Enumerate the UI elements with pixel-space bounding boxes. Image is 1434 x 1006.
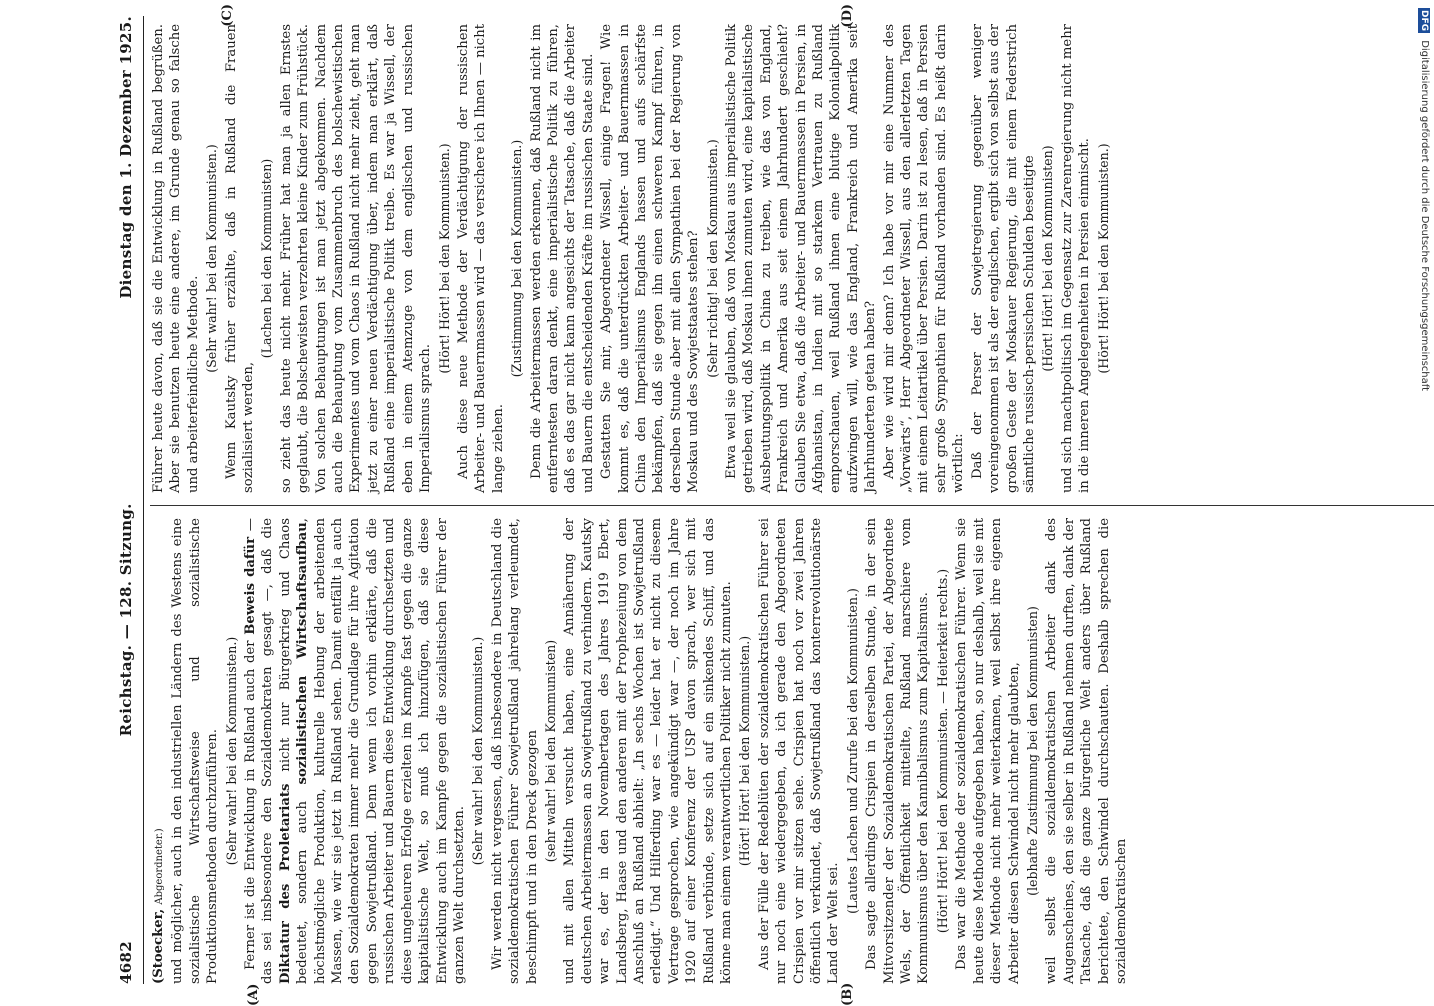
session-date: Dienstag den 1. Dezember 1925.	[117, 16, 135, 299]
speaker-role: Abgeordneter.)	[154, 828, 165, 905]
interjection: (Lachen bei den Kommunisten)	[259, 158, 275, 359]
paragraph: Auch diese neue Methode der Verdächtigung der russischen Arbeiter- und Bauernmassen wird — das versichere ich Ihnen — nicht lange ziehen.	[455, 24, 506, 493]
page-header	[117, 16, 144, 984]
interjection: (Hört! Hört! bei den Kommunisten.)	[1095, 143, 1111, 374]
quotation: und sich machtpolitisch im Gegensatz zur Zarenregierung nicht mehr in die inneren Angelegenheiten in Persien einmischt.	[1059, 24, 1093, 493]
interjection: (sehr wahr! bei den Kommunisten)	[542, 639, 558, 863]
left-column	[150, 506, 1434, 1006]
margin-marker-d: (D)	[840, 4, 855, 28]
dfg-logo: DFG	[1419, 10, 1429, 32]
interjection: (Sehr wahr! bei den Kommunisten.)	[223, 636, 239, 866]
text-columns	[150, 4, 1434, 1006]
interjection: (Hört! Hört! bei den Kommunisten)	[1040, 145, 1056, 372]
paragraph: Aus der Fülle der Redeblüten der sozialdemokratischen Führer sei nur noch eine wiedergegeben, da ich gerade den Abgeordneten Crispien vor mir sitzen sehe. Crispien hat noch vor zwei Jahren öffentlich verkündet, daß Sowjetrußland das konterrevolutionärste Land der Welt sei.	[756, 518, 842, 984]
paragraph: Denn die Arbeitermassen werden erkennen, daß Rußland nicht im entferntesten daran denkt, eine imperialistische Politik zu führen, daß es das gar nicht kann angesichts der Tatsache, daß die Arbeiter und Bauern die entscheidenden Kräfte im russischen Staate sind.	[528, 24, 596, 493]
paragraph: und möglicher, auch in den industriellen Ländern des Westens eine sozialistische Wirtschaftsweise und sozialistische Produktionsmethoden durchzuführen.	[170, 518, 221, 984]
paragraph: so zieht das heute nicht mehr. Früher hat man ja allen Ernstes geglaubt, die Bolschewisten verzehrten kleine Kinder zum Frühstück. Von solchen Behauptungen ist man jetzt abgekommen. Nachdem auch die Behauptung vom Zusammenbruch des bolschewistischen Experimentes und vom Chaos in Rußland nicht mehr zieht, geht man jetzt zu einer neuen Verdächtigung über, indem man erklärt, daß Rußland eine imperialistische Politik treibe. Es war ja Wissell, der eben in einem Atemzuge von dem englischen und russischen Imperialismus sprach.	[278, 24, 434, 493]
paragraph: Gestatten Sie mir, Abgeordneter Wissell, einige Fragen! Wie kommt es, daß die unterdrückten Arbeiter- und Bauernmassen in China den Imperialismus Englands hassen und aufs schärfste bekämpfen, daß sie gegen ihn einen schweren Kampf führen, in derselben Stunde aber mit allen Sympathien bei der Regierung von Moskau und des Sowjetstaates stehen?	[599, 24, 702, 493]
quotation: Daß der Perser der Sowjetregierung gegenüber weniger voreingenommen ist als der englischen, ergibt sich von selbst aus der großen Geste der Moskauer Regierung, die mit einem Federstrich sämtliche russisch-persischen Schulden beseitigte	[969, 24, 1037, 493]
interjection: (Zustimmung bei den Kommunisten.)	[509, 139, 525, 378]
interjection: (Sehr richtig! bei den Kommunisten.)	[704, 139, 720, 378]
interjection: (Sehr wahr! bei den Kommunisten.)	[470, 636, 486, 866]
paragraph: Aber wie wird mir denn? Ich habe vor mir eine Nummer des „Vorwärts“, Herr Abgeordneter Wissell, aus den allerletzten Tagen mit einem Leitartikel über Persien. Darin ist zu lesen, daß in Persien sehr große Sympathien für Rußland vorhanden sind. Es heißt darin wörtlich:	[881, 24, 967, 493]
paragraph: Das sagte allerdings Crispien in derselben Stunde, in der sein Mitvorsitzender der Sozialdemokratischen Partei, der Abgeordnete Wels, der Öffentlichkeit mitteilte, Rußland marschiere vom Kommunismus über den Kannibalismus zum Kapitalismus.	[864, 518, 932, 984]
page-number: 4682	[117, 941, 135, 984]
paragraph: Wenn Kautsky früher erzählte, daß in Rußland die Frauen sozialisiert werden,	[223, 24, 257, 493]
paragraph: Führer heute davon, daß sie die Entwicklung in Rußland begrüßen. Aber sie benutzen heute eine andere, im Grunde genau so falsche und arbeiterfeindliche Methode.	[151, 24, 201, 493]
speaker-line	[150, 518, 168, 984]
paragraph: Ferner ist die Entwicklung in Rußland auch der Beweis dafür — das sei insbesondere den Sozialdemokraten gesagt —, daß die Diktatur des Proletariats nicht nur Bürgerkrieg und Chaos bedeutet, sondern auch sozialistischen Wirtschaftsaufbau, höchstmögliche Produktion, kulturelle Hebung der arbeitenden Massen, wie wir sie jetzt in Rußland sehen. Damit entfällt ja auch den Sozialdemokraten immer mehr die Grundlage für ihre Agitation gegen Sowjetrußland. Denn wenn ich vorhin erklärte, daß die russischen Arbeiter und Bauern diese Entwicklung durchsetzten und diese ungeheuren Erfolge erzielten im Kampfe fast gegen die ganze kapitalistische Welt, so muß ich hinzufügen, daß sie diese Entwicklung auch im Kampfe gegen die sozialistischen Führer der ganzen Welt durchsetzten.	[243, 518, 467, 984]
interjection: (Hört! Hört! bei den Kommunisten.)	[436, 143, 452, 374]
credit-text: Digitalisierung gefördert durch die Deutsche Forschungsgemeinschaft	[1419, 40, 1430, 392]
session-title: Reichstag. — 128. Sitzung.	[117, 503, 135, 737]
margin-marker-b: (B)	[840, 982, 855, 1006]
margin-marker-c: (C)	[220, 4, 235, 27]
interjection: (Hört! Hört! bei den Kommunisten. — Heiterkeit rechts.)	[934, 568, 950, 934]
rotated-newspaper-page	[117, 4, 1434, 1006]
speaker-name: (Stoecker,	[151, 908, 166, 984]
margin-marker-a: (A)	[246, 983, 261, 1006]
paragraph: und mit allen Mitteln versucht haben, eine Annäherung der deutschen Arbeitermassen an Sowjetrußland zu verhindern. Kautsky war es, der in den Novembertagen des Jahres 1919 Ebert, Landsberg, Haase und den anderen mit der Prophezeiung von dem Anschluß an Rußland abhielt: „In sechs Wochen ist Sowjetrußland erledigt.“ Und Hilferding war es — leider hat er nicht zu diesem Vertrage gesprochen, wie angekündigt war —, der noch im Jahre 1920 auf einer Konferenz der USP davon sprach, wer sich mit Rußland verbünde, setze sich auf ein sinkendes Schiff, und das könne man einem verantwortlichen Politiker nicht zumuten.	[562, 518, 734, 984]
paragraph: weil selbst die sozialdemokratischen Arbeiter dank des Augenscheines, den sie selber in Rußland nehmen durften, dank der Tatsache, daß die ganze bürgerliche Welt anders über Rußland berichtete, den Schwindel durchschauten. Deshalb sprechen die sozialdemokratischen	[1044, 518, 1129, 984]
paragraph: Wir werden nicht vergessen, daß insbesondere in Deutschland die sozialdemokratischen Führer Sowjetrußland jahrelang verleumdet, beschimpft und in den Dreck gezogen	[489, 518, 540, 984]
interjection: (lebhafte Zustimmung bei den Kommunisten)	[1024, 606, 1040, 896]
digitization-credit	[1418, 8, 1430, 391]
interjection: (Hört! Hört! bei den Kommunisten.)	[737, 635, 753, 867]
paragraph: Das war die Methode der sozialdemokratischen Führer. Wenn sie heute diese Methode aufgegeben haben, so nur deshalb, weil sie mit dieser Methode nicht mehr weiterkamen, weil selbst ihre eigenen Arbeiter diesen Schwindel nicht mehr glaubten,	[954, 518, 1022, 984]
interjection: (Sehr wahr! bei den Kommunisten.)	[204, 144, 220, 373]
interjection: (Lautes Lachen und Zurufe bei den Kommunisten.)	[844, 588, 860, 914]
paragraph: Etwa weil sie glauben, daß von Moskau aus imperialistische Politik getrieben wird, daß Moskau ihnen zumuten wird, eine kapitalistische Ausbeutungspolitik in China zu treiben, wie das von England, Frankreich und Amerika aus seit einem Jahrhundert geschieht? Glauben Sie etwa, daß die Arbeiter- und Bauernmassen in Persien, in Afghanistan, in Indien mit so starkem Vertrauen zu Rußland emporschauen, weil Rußland ihnen eine blutige Kolonialpolitik aufzwingen will, wie das England, Frankreich und Amerika seit Jahrhunderten getan haben?	[724, 24, 879, 493]
